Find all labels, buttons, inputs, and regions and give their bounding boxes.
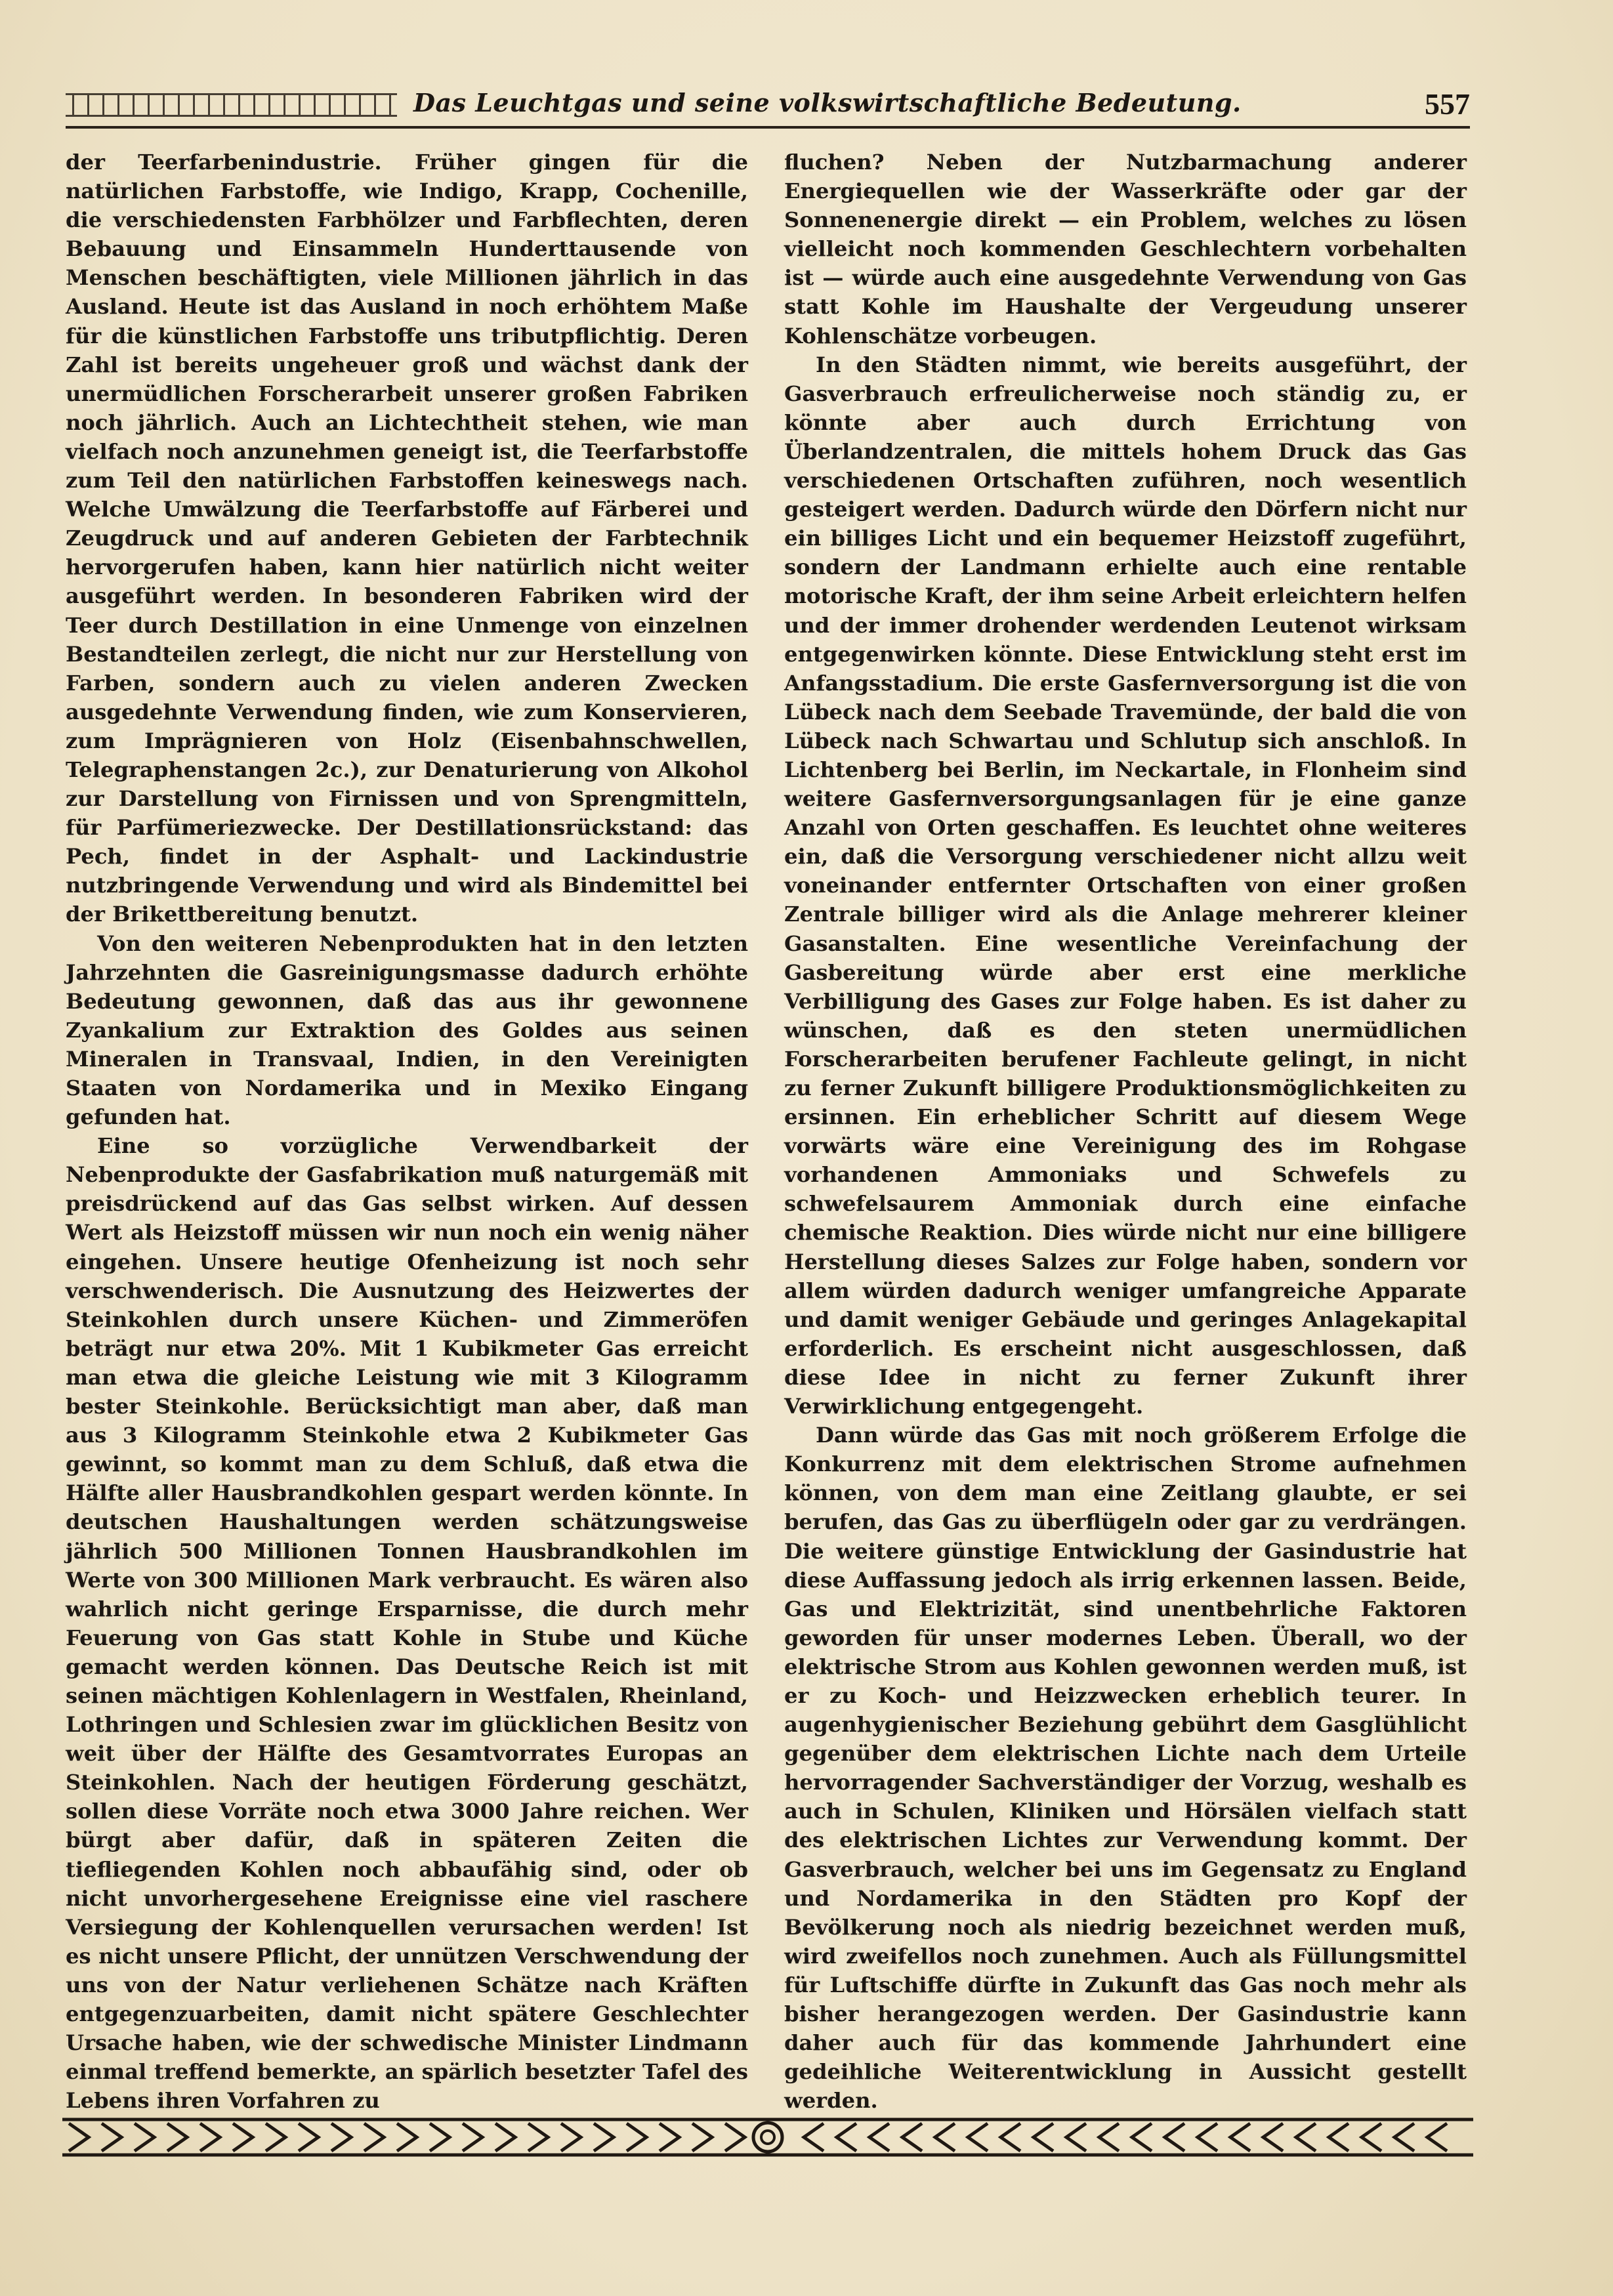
- ornament-chevron: [692, 2123, 712, 2151]
- ornament-chevron: [1034, 2123, 1053, 2151]
- ornament-chevron: [200, 2123, 220, 2151]
- ornament-chevron: [804, 2123, 824, 2151]
- ornament-chevron: [1198, 2123, 1217, 2151]
- ornament-chevron: [627, 2123, 646, 2151]
- ornament-chevron: [495, 2123, 515, 2151]
- left-column: [66, 148, 748, 2114]
- ornament-chevron: [869, 2123, 889, 2151]
- paragraph: In den Städten nimmt, wie bereits ausgeführt, der Gasverbrauch erfreulicherweise noch ständig zu, er könnte aber auch durch Errichtung von Überlandzentralen, die mittels hohem Druck das Gas verschiedenen Ortschaften zuführen, noch wesentlich gesteigert werden. Dadurch würde den Dörfern nicht nur ein billiges Licht und ein bequemer Heizstoff zugeführt, sondern der Landmann erhielte auch eine rentable motorische Kraft, der ihm seine Arbeit erleichtern helfen und der immer drohender werdenden Leutenot wirksam entgegenwirken könnte. Diese Entwicklung steht erst im Anfangsstadium. Die erste Gasfernversorgung ist die von Lübeck nach dem Seebade Travemünde, der bald die von Lübeck nach Schwartau und Schlutup sich anschloß. In Lichtenberg bei Berlin, im Neckartale, in Flonheim sind weitere Gasfernversorgungsanlagen für je eine ganze Anzahl von Orten geschaffen. Es leuchtet ohne weiteres ein, daß die Versorgung verschiedener nicht allzu weit voneinander entfernter Ortschaften von einer großen Zentrale billiger wird als die Anlage mehrerer kleiner Gasanstalten. Eine wesentliche Vereinfachung der Gasbereitung würde aber erst eine merkliche Verbilligung des Gases zur Folge haben. Es ist daher zu wünschen, daß es den steten unermüdlichen Forscherarbeiten berufener Fachleute gelingt, in nicht zu ferner Zukunft billigere Produktionsmöglichkeiten zu ersinnen. Ein erheblicher Schritt auf diesem Wege vorwärts wäre eine Vereinigung des im Rohgase vorhandenen Ammoniaks und Schwefels zu schwefelsaurem Ammoniak durch eine einfache chemische Reaktion. Dies würde nicht nur eine billigere Herstellung dieses Salzes zur Folge haben, sondern vor allem würden dadurch weniger umfangreiche Apparate und damit weniger Gebäude und geringes Anlagekapital erforderlich. Es erscheint nicht ausgeschlossen, daß diese Idee in nicht zu ferner Zukunft ihrer Verwirklichung entgegengeht.: [784, 352, 1467, 1419]
- ornament-chevron: [1296, 2123, 1316, 2151]
- ornament-chevron: [397, 2123, 417, 2151]
- ornament-chevron: [1099, 2123, 1119, 2151]
- ornament-chevron: [364, 2123, 384, 2151]
- ornament-chevron: [1001, 2123, 1020, 2151]
- ornament-chevron: [594, 2123, 614, 2151]
- ornament-chevron: [968, 2123, 988, 2151]
- ornament-chevron: [135, 2123, 154, 2151]
- ornament-chevron: [725, 2123, 745, 2151]
- running-title: Das Leuchtgas und seine volkswirtschaftliche Bedeutung.: [413, 88, 1242, 117]
- ornament-chevron: [102, 2123, 121, 2151]
- right-column: [784, 148, 1467, 2114]
- ornament-chevron: [430, 2123, 450, 2151]
- ornament-chevron: [233, 2123, 253, 2151]
- ornament-chevron: [1362, 2123, 1381, 2151]
- footer-ornament: [62, 2114, 1473, 2160]
- paragraph: Eine so vorzügliche Verwendbarkeit der Nebenprodukte der Gasfabrikation muß naturgemäß mit preisdrückend auf das Gas selbst wirken. Auf dessen Wert als Heizstoff müssen wir nun noch ein wenig näher eingehen. Unsere heutige Ofenheizung ist noch sehr verschwenderisch. Die Ausnutzung des Heizwertes der Steinkohlen durch unsere Küchen- und Zimmeröfen beträgt nur etwa 20%. Mit 1 Kubikmeter Gas erreicht man etwa die gleiche Leistung wie mit 3 Kilogramm bester Steinkohle. Berücksichtigt man aber, daß man aus 3 Kilogramm Steinkohle etwa 2 Kubikmeter Gas gewinnt, so kommt man zu dem Schluß, daß etwa die Hälfte aller Hausbrandkohlen gespart werden könnte. In deutschen Haushaltungen werden schätzungsweise jährlich 500 Millionen Tonnen Hausbrandkohlen im Werte von 300 Millionen Mark verbraucht. Es wären also wahrlich nicht geringe Ersparnisse, die durch mehr Feuerung von Gas statt Kohle in Stube und Küche gemacht werden können. Das Deutsche Reich ist mit seinen mächtigen Kohlenlagern in Westfalen, Rheinland, Lothringen und Schlesien zwar im glücklichen Besitz von weit über der Hälfte des Gesamtvorrates Europas an Steinkohlen. Nach der heutigen Förderung geschätzt, sollen diese Vorräte noch etwa 3000 Jahre reichen. Wer bürgt aber dafür, daß in späteren Zeiten die tiefliegenden Kohlen noch abbaufähig sind, oder ob nicht unvorhergesehene Ereignisse eine viel raschere Versiegung der Kohlenquellen verursachen werden! Ist es nicht unsere Pflicht, der unnützen Verschwendung der uns von der Natur verliehenen Schätze nach Kräften entgegenzuarbeiten, damit nicht spätere Geschlechter Ursache haben, wie der schwedische Minister Lindmann einmal treffend bemerkte, an spärlich besetzter Tafel des Lebens ihren Vorfahren zu: [66, 1133, 748, 2114]
- ornament-chevron: [1394, 2123, 1414, 2151]
- ornament-chevron: [1263, 2123, 1283, 2151]
- ornament-chevron: [902, 2123, 922, 2151]
- ornament-chevron: [331, 2123, 351, 2151]
- ornament-chevron: [1132, 2123, 1152, 2151]
- paragraph: Von den weiteren Nebenprodukten hat in den letzten Jahrzehnten die Gasreinigungsmasse dadurch erhöhte Bedeutung gewonnen, daß das aus ihr gewonnene Zyankalium zur Extraktion des Goldes aus seinen Mineralen in Transvaal, Indien, in den Vereinigten Staaten von Nordamerika und in Mexiko Eingang gefunden hat.: [66, 930, 748, 1130]
- ornament-chevron: [167, 2123, 187, 2151]
- ornament-chevron: [660, 2123, 679, 2151]
- ornament-chevron: [1329, 2123, 1349, 2151]
- ornament-chevron: [1230, 2123, 1250, 2151]
- paragraph: der Teerfarbenindustrie. Früher gingen für die natürlichen Farbstoffe, wie Indigo, Krapp, Cochenille, die verschiedensten Farbhölzer und Farbflechten, deren Bebauung und Einsammeln Hunderttausende von Menschen beschäftigten, viele Millionen jährlich in das Ausland. Heute ist das Ausland in noch erhöhtem Maße für die künstlichen Farbstoffe uns tributpflichtig. Deren Zahl ist bereits ungeheuer groß und wächst dank der unermüdlichen Forscherarbeit unserer großen Fabriken noch jährlich. Auch an Lichtechtheit stehen, wie man vielfach noch anzunehmen geneigt ist, die Teerfarbstoffe zum Teil den natürlichen Farbstoffen keineswegs nach. Welche Umwälzung die Teerfarbstoffe auf Färberei und Zeugdruck und auf anderen Gebieten der Farbtechnik hervorgerufen haben, kann hier natürlich nicht weiter ausgeführt werden. In besonderen Fabriken wird der Teer durch Destillation in eine Unmenge von einzelnen Bestandteilen zerlegt, die nicht nur zur Herstellung von Farben, sondern auch zu vielen anderen Zwecken ausgedehnte Verwendung finden, wie zum Konservieren, zum Imprägnieren von Holz (Eisenbahnschwellen, Telegraphenstangen 2c.), zur Denaturierung von Alkohol zur Darstellung von Firnissen und von Sprengmitteln, für Parfümeriezwecke. Der Destillationsrückstand: das Pech, findet in der Asphalt- und Lackindustrie nutzbringende Verwendung und wird als Bindemittel bei der Brikettbereitung benutzt.: [66, 150, 748, 927]
- ornament-chevron: [935, 2123, 955, 2151]
- ornament-chevron: [1165, 2123, 1184, 2151]
- ornament-chevron: [528, 2123, 548, 2151]
- running-header: [66, 87, 1470, 129]
- ornament-chevron: [1427, 2123, 1447, 2151]
- header-ornament: [66, 93, 397, 117]
- ornament-chevron: [266, 2123, 285, 2151]
- ornament-chevron: [299, 2123, 318, 2151]
- paragraph: fluchen? Neben der Nutzbarmachung anderer Energiequellen wie der Wasserkräfte oder gar der Sonnenenergie direkt — ein Problem, welches zu lösen vielleicht noch kommenden Geschlechtern vorbehalten ist — würde auch eine ausgedehnte Verwendung von Gas statt Kohle im Haushalte der Vergeudung unserer Kohlenschätze vorbeugen.: [784, 150, 1467, 348]
- ornament-chevron: [1066, 2123, 1086, 2151]
- paragraph: Dann würde das Gas mit noch größerem Erfolge die Konkurrenz mit dem elektrischen Strome aufnehmen können, von dem man eine Zeitlang glaubte, er sei berufen, das Gas zu überflügeln oder gar zu verdrängen. Die weitere günstige Entwicklung der Gasindustrie hat diese Auffassung jedoch als irrig erkennen lassen. Beide, Gas und Elektrizität, sind unentbehrliche Faktoren geworden für unser modernes Leben. Überall, wo der elektrische Strom aus Kohlen gewonnen werden muß, ist er zu Koch- und Heizzwecken erheblich teurer. In augenhygienischer Beziehung gebührt dem Gasglühlicht gegenüber dem elektrischen Lichte nach dem Urteile hervorragender Sachverständiger der Vorzug, weshalb es auch in Schulen, Kliniken und Hörsälen vielfach statt des elektrischen Lichtes zur Verwendung kommt. Der Gasverbrauch, welcher bei uns im Gegensatz zu England und Nordamerika in den Städten pro Kopf der Bevölkerung noch als niedrig bezeichnet werden muß, wird zweifellos noch zunehmen. Auch als Füllungsmittel für Luftschiffe dürfte in Zukunft das Gas noch mehr als bisher herangezogen werden. Der Gasindustrie kann daher auch für das kommende Jahrhundert eine gedeihliche Weiterentwicklung in Aussicht gestellt werden.: [784, 1423, 1467, 2114]
- ornament-chevron: [561, 2123, 581, 2151]
- page-number: 557: [1425, 87, 1470, 121]
- ornament-chevron: [463, 2123, 482, 2151]
- ornament-chevron: [837, 2123, 856, 2151]
- ornament-chevron: [69, 2123, 89, 2151]
